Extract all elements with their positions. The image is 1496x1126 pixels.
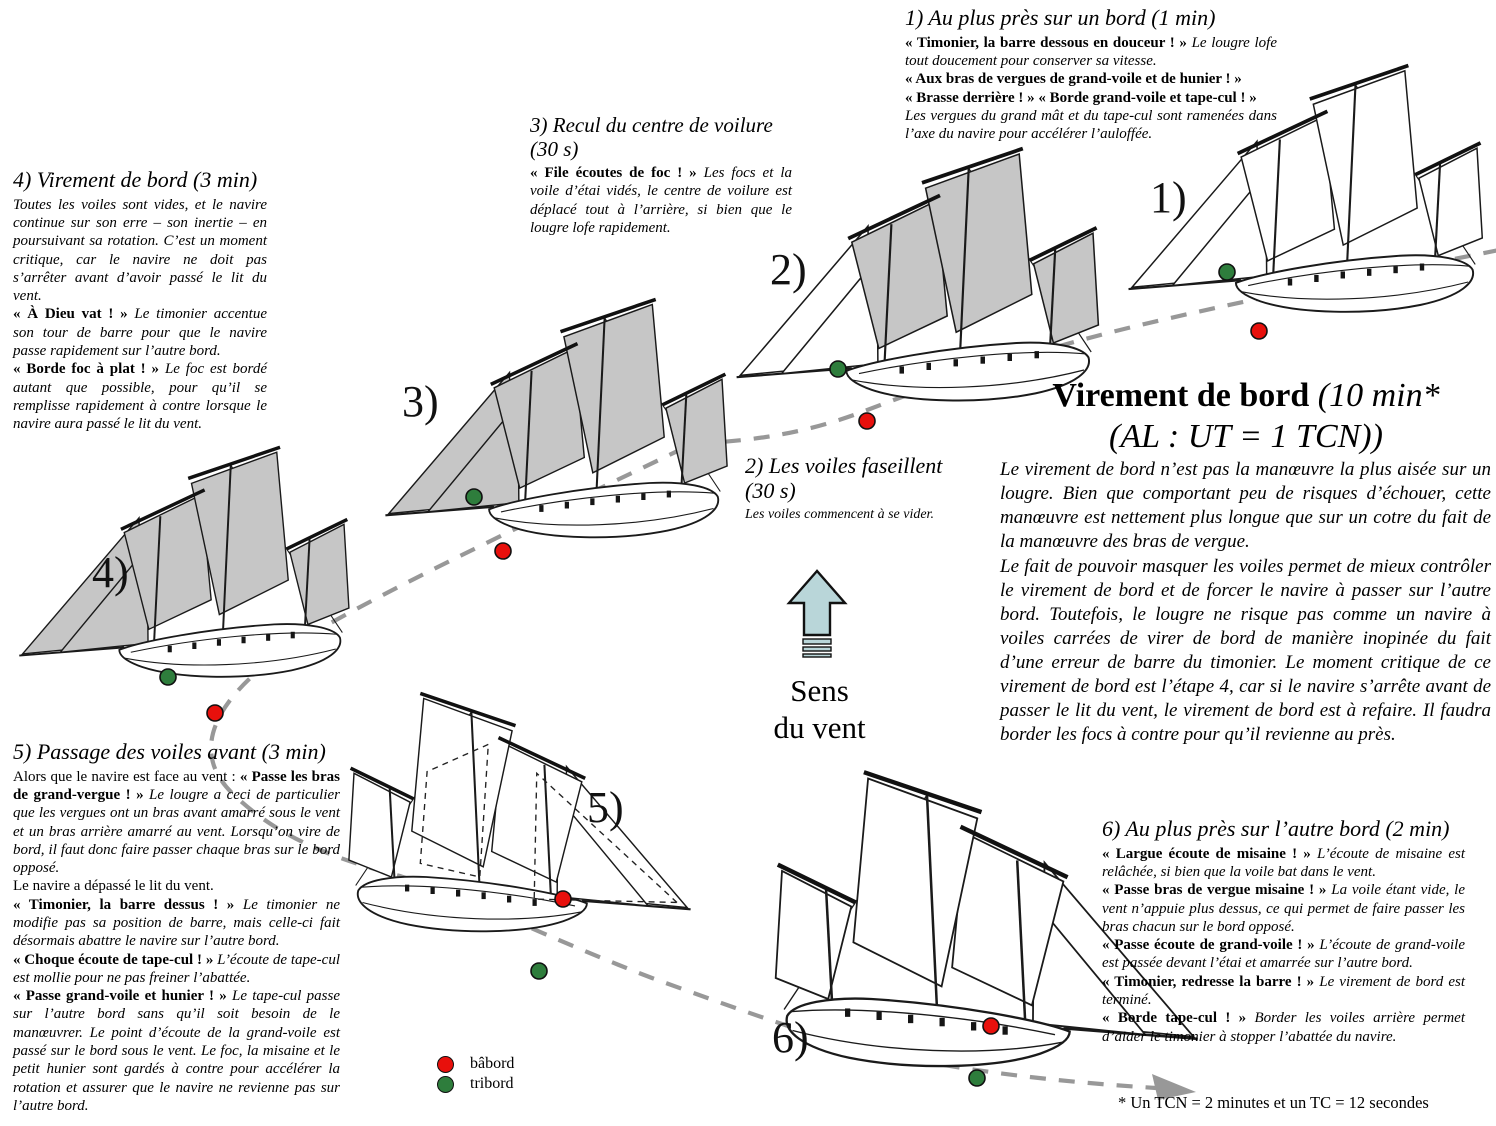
ship-5-dot-tribord bbox=[531, 963, 547, 979]
page-title-duration: (10 min* bbox=[1309, 377, 1440, 414]
ship-2-dot-babord bbox=[859, 413, 875, 429]
step-1-annotation bbox=[905, 6, 1277, 143]
ship-5-number-label: 5) bbox=[587, 783, 624, 832]
wind-label-line2: du vent bbox=[773, 710, 866, 745]
wind-direction-arrow-icon bbox=[789, 571, 845, 657]
step-2-title: 2) Les voiles faseillent (30 s) bbox=[745, 453, 943, 503]
ship-1-number-label: 1) bbox=[1150, 173, 1187, 222]
ship-4 bbox=[19, 447, 349, 677]
legend-row-tribord bbox=[437, 1074, 514, 1094]
step-1-title: 1) Au plus près sur un bord (1 min) bbox=[905, 5, 1216, 30]
ship-6-dot-tribord bbox=[969, 1070, 985, 1086]
ship-4-dot-babord bbox=[207, 705, 223, 721]
step-6-annotation bbox=[1102, 817, 1465, 1046]
step-6-body: « Largue écoute de misaine ! » L’écoute de misaine est relâchée, si bien que la voile bat dans le vent. « Passe bras de vergue misaine ! » La voile étant vide, le vent n’appuie plus dessus, ce qui permet de faire passer les bras chacun sur le bord opposé. « Passe écoute de grand-voile ! » L’écoute de grand-voile est passée devant l’étai et amarrée sur l’autre bord. « Timonier, redresse la barre ! » Le virement de bord est terminé. « Borde tape-cul ! » Border les voiles arrière permet d’aider le timonier à stopper l’abattée du navire. bbox=[1102, 845, 1466, 1045]
footnote: * Un TCN = 2 minutes et un TC = 12 secondes bbox=[1118, 1093, 1429, 1112]
legend-row-babord bbox=[437, 1054, 514, 1074]
ship-4-dot-tribord bbox=[160, 669, 176, 685]
ship-2-dot-tribord bbox=[830, 361, 846, 377]
ship-3-dot-tribord bbox=[466, 489, 482, 505]
legend-label-tribord: tribord bbox=[470, 1075, 514, 1092]
ship-5 bbox=[349, 693, 691, 931]
step-6-title: 6) Au plus près sur l’autre bord (2 min) bbox=[1102, 816, 1450, 841]
ship-6-number-label: 6) bbox=[772, 1013, 809, 1062]
wind-direction-label bbox=[737, 672, 902, 746]
intro-paragraph-1: Le virement de bord n’est pas la manœuvre la plus aisée sur un lougre. Bien que comportant peu de risques d’échouer, cette manœuvre est nettement plus longue que sur un cotre du fait de la manœuvre des bras de vergue. bbox=[1000, 459, 1491, 553]
page-title bbox=[1000, 376, 1492, 458]
step-5-body: Alors que le navire est face au vent : « Passe les bras de grand-vergue ! » Le lougre a ceci de particulier que les vergues ont un bras avant amarré sous le vent et un bras arrière amarré au vent. Lorsqu’on vire de bord, il faut donc faire passer chaque bras sur le bord opposé. Le navire a dépassé le lit du vent. « Timonier, la barre dessus ! » Le timonier ne modifie pas sa position de barre, mais celle-ci fait désormais abattre le navire sur l’autre bord. « Choque écoute de tape-cul ! » L’écoute de tape-cul est mollie pour ne pas freiner l’abattée. « Passe grand-voile et hunier ! » Le tape-cul passe sur l’autre bord sans qu’il soit besoin de le manœuvrer. Le point d’écoute de la grand-voile est passé sur le bord sous le vent. Le foc, la misaine et le petit hunier sont gardés à contre pour accélérer la rotation et assurer que le navire ne revienne pas sur l’autre bord. bbox=[13, 768, 341, 1114]
tribord-dot-icon bbox=[437, 1076, 454, 1093]
step-2-body: Les voiles commencent à se vider. bbox=[745, 507, 934, 523]
ship-2-number-label: 2) bbox=[770, 245, 807, 294]
step-1-body: « Timonier, la barre dessous en douceur ! » Le lougre lofe tout doucement pour conserver sa vitesse. « Aux bras de vergues de grand-voile et de hunier ! » « Brasse derrière ! » « Borde grand-voile et tape-cul ! » Les vergues du grand mât et du tape-cul sont ramenées dans l’axe du navire pour accélérer l’auloffée. bbox=[905, 34, 1277, 143]
legend-label-babord: bâbord bbox=[470, 1055, 515, 1072]
ship-4-number-label: 4) bbox=[92, 548, 129, 597]
ship-5-dot-babord bbox=[555, 891, 571, 907]
page-title-line2: (AL : UT = 1 TCN)) bbox=[1109, 417, 1383, 455]
legend bbox=[437, 1054, 514, 1094]
wind-label-line1: Sens bbox=[790, 673, 849, 708]
step-3-body: « File écoutes de foc ! » Les focs et la voile d’étai vidés, le centre de voilure est déplacé tout à l’arrière, si bien que le lougre lofe rapidement. bbox=[530, 165, 792, 236]
step-4-title: 4) Virement de bord (3 min) bbox=[13, 167, 258, 192]
step-3-title: 3) Recul du centre de voilure (30 s) bbox=[530, 113, 773, 161]
ship-3-dot-babord bbox=[495, 543, 511, 559]
intro-text bbox=[1000, 458, 1491, 748]
ship-1-dot-babord bbox=[1251, 323, 1267, 339]
step-3-annotation bbox=[530, 114, 792, 237]
ship-1-dot-tribord bbox=[1219, 264, 1235, 280]
ship-6-dot-babord bbox=[983, 1018, 999, 1034]
step-2-annotation bbox=[745, 454, 963, 523]
step-4-body: Toutes les voiles sont vides, et le navire continue sur son erre – son inertie – en poursuivant sa rotation. C’est un moment critique, car le navire ne doit pas s’arrêter avant d’avoir passé le lit du vent. « À Dieu vat ! » Le timonier accentue son tour de barre pour que le navire passe rapidement sur l’autre bord. « Borde foc à plat ! » Le foc est bordé autant que possible, pour qu’il se remplisse rapidement à contre lorsque le navire aura passé le lit du vent. bbox=[13, 196, 267, 433]
step-5-annotation bbox=[13, 740, 340, 1115]
step-4-annotation bbox=[13, 168, 267, 433]
intro-paragraph-2: Le fait de pouvoir masquer les voiles permet de mieux contrôler le virement de bord et de forcer le navire à passer sur l’autre bord. Toutefois, le lougre ne risque pas comme un navire à voiles carrées de virer de bord de manière inopinée du fait d’une erreur de barre du timonier. Le moment critique de ce virement de bord est l’étape 4, car si le navire s’arrête avant de passer le lit du vent, le virement de bord est à refaire. Il faudra border les focs à contre pour qu’il revienne au près. bbox=[1000, 555, 1491, 746]
page-title-bold: Virement de bord bbox=[1052, 377, 1310, 414]
babord-dot-icon bbox=[437, 1056, 454, 1073]
ship-3-number-label: 3) bbox=[402, 377, 439, 426]
step-5-title: 5) Passage des voiles avant (3 min) bbox=[13, 739, 326, 764]
